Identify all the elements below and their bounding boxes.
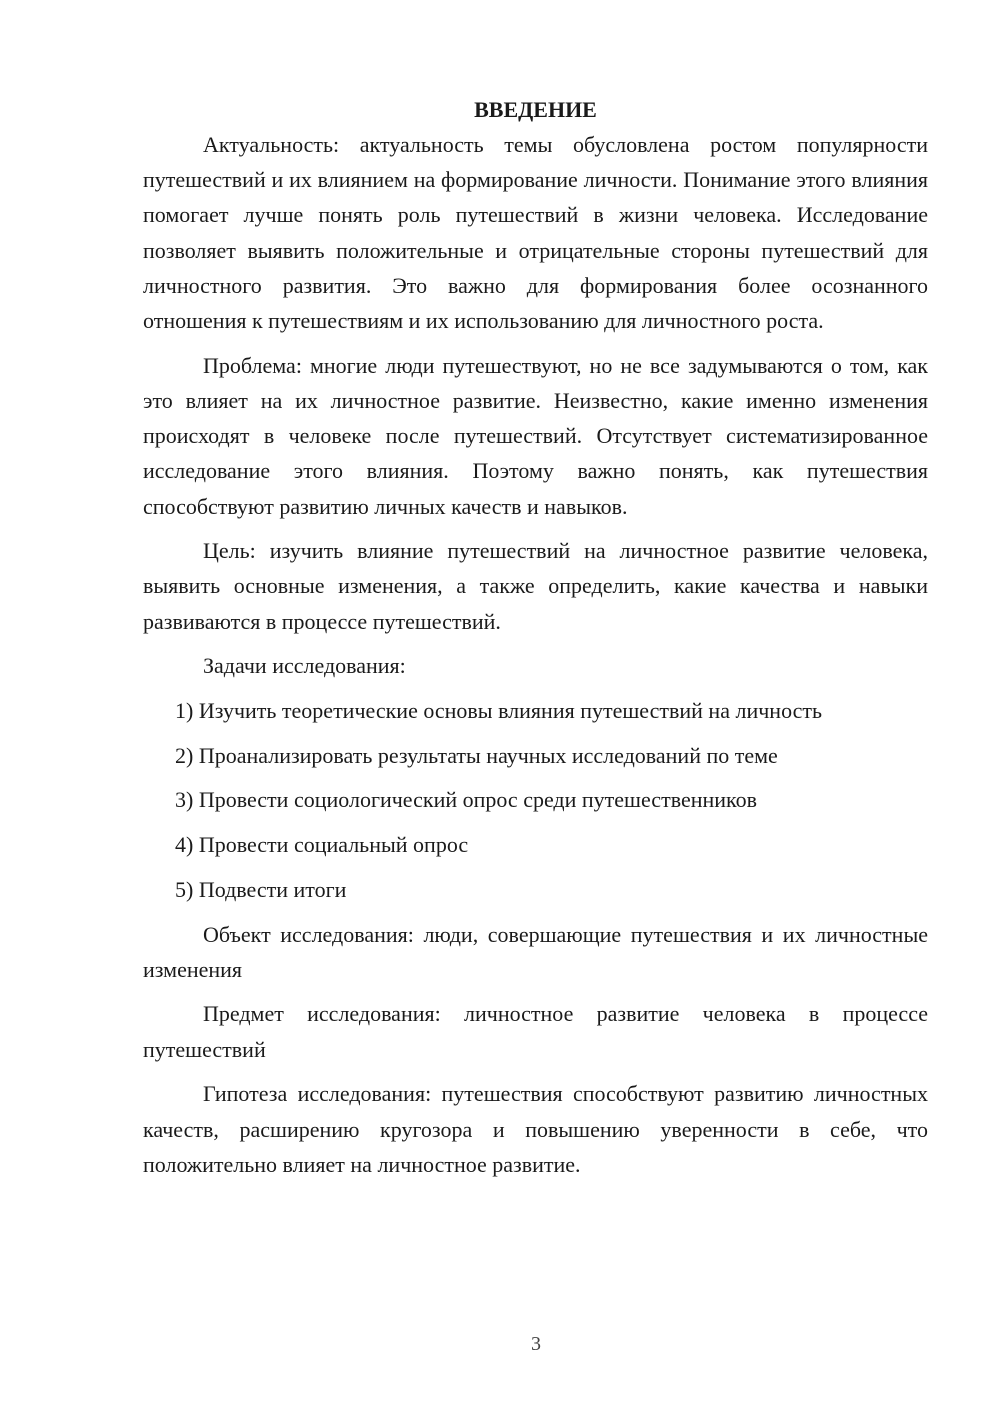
- page-number: 3: [531, 1333, 541, 1355]
- task-item: 1) Изучить теоретические основы влияния путешествий на личность: [175, 698, 823, 724]
- section-heading: ВВЕДЕНИЕ: [474, 97, 597, 122]
- paragraph-hypothesis: Гипотеза исследования: путешествия способствуют развитию личностных качеств, расширению кругозора и повышению уверенности в себе, что положительно влияет на личностное развитие.: [143, 1081, 928, 1177]
- task-item: 3) Провести социологический опрос среди путешественников: [175, 787, 757, 813]
- paragraph-subject: Предмет исследования: личностное развитие человека в процессе путешествий: [143, 1001, 928, 1062]
- paragraph-problem: Проблема: многие люди путешествуют, но не все задумываются о том, как это влияет на их личностное развитие. Неизвестно, какие именно изменения происходят в человеке после путешествий. Отсутствует систематизированное исследование этого влияния. Поэтому важно понять, как путешествия способствуют развитию личных качеств и навыков.: [143, 352, 928, 519]
- paragraph-object: Объект исследования: люди, совершающие путешествия и их личностные изменения: [143, 921, 928, 982]
- task-list: [143, 693, 928, 907]
- tasks-title: Задачи исследования:: [203, 653, 406, 679]
- page-content: [143, 92, 928, 1191]
- paragraph-goal: Цель: изучить влияние путешествий на личностное развитие человека, выявить основные изменения, а также определить, какие качества и навыки развиваются в процессе путешествий.: [143, 538, 928, 634]
- task-item: 5) Подвести итоги: [175, 876, 347, 902]
- task-item: 4) Провести социальный опрос: [175, 832, 469, 858]
- paragraph-relevance: Актуальность: актуальность темы обусловлена ростом популярности путешествий и их влиянием на формирование личности. Понимание этого влияния помогает лучше понять роль путешествий в жизни человека. Исследование позволяет выявить положительные и отрицательные стороны путешествий для личностного развития. Это важно для формирования более осознанного отношения к путешествиям и их использованию для личностного роста.: [143, 132, 928, 334]
- task-item: 2) Проанализировать результаты научных исследований по теме: [175, 742, 778, 768]
